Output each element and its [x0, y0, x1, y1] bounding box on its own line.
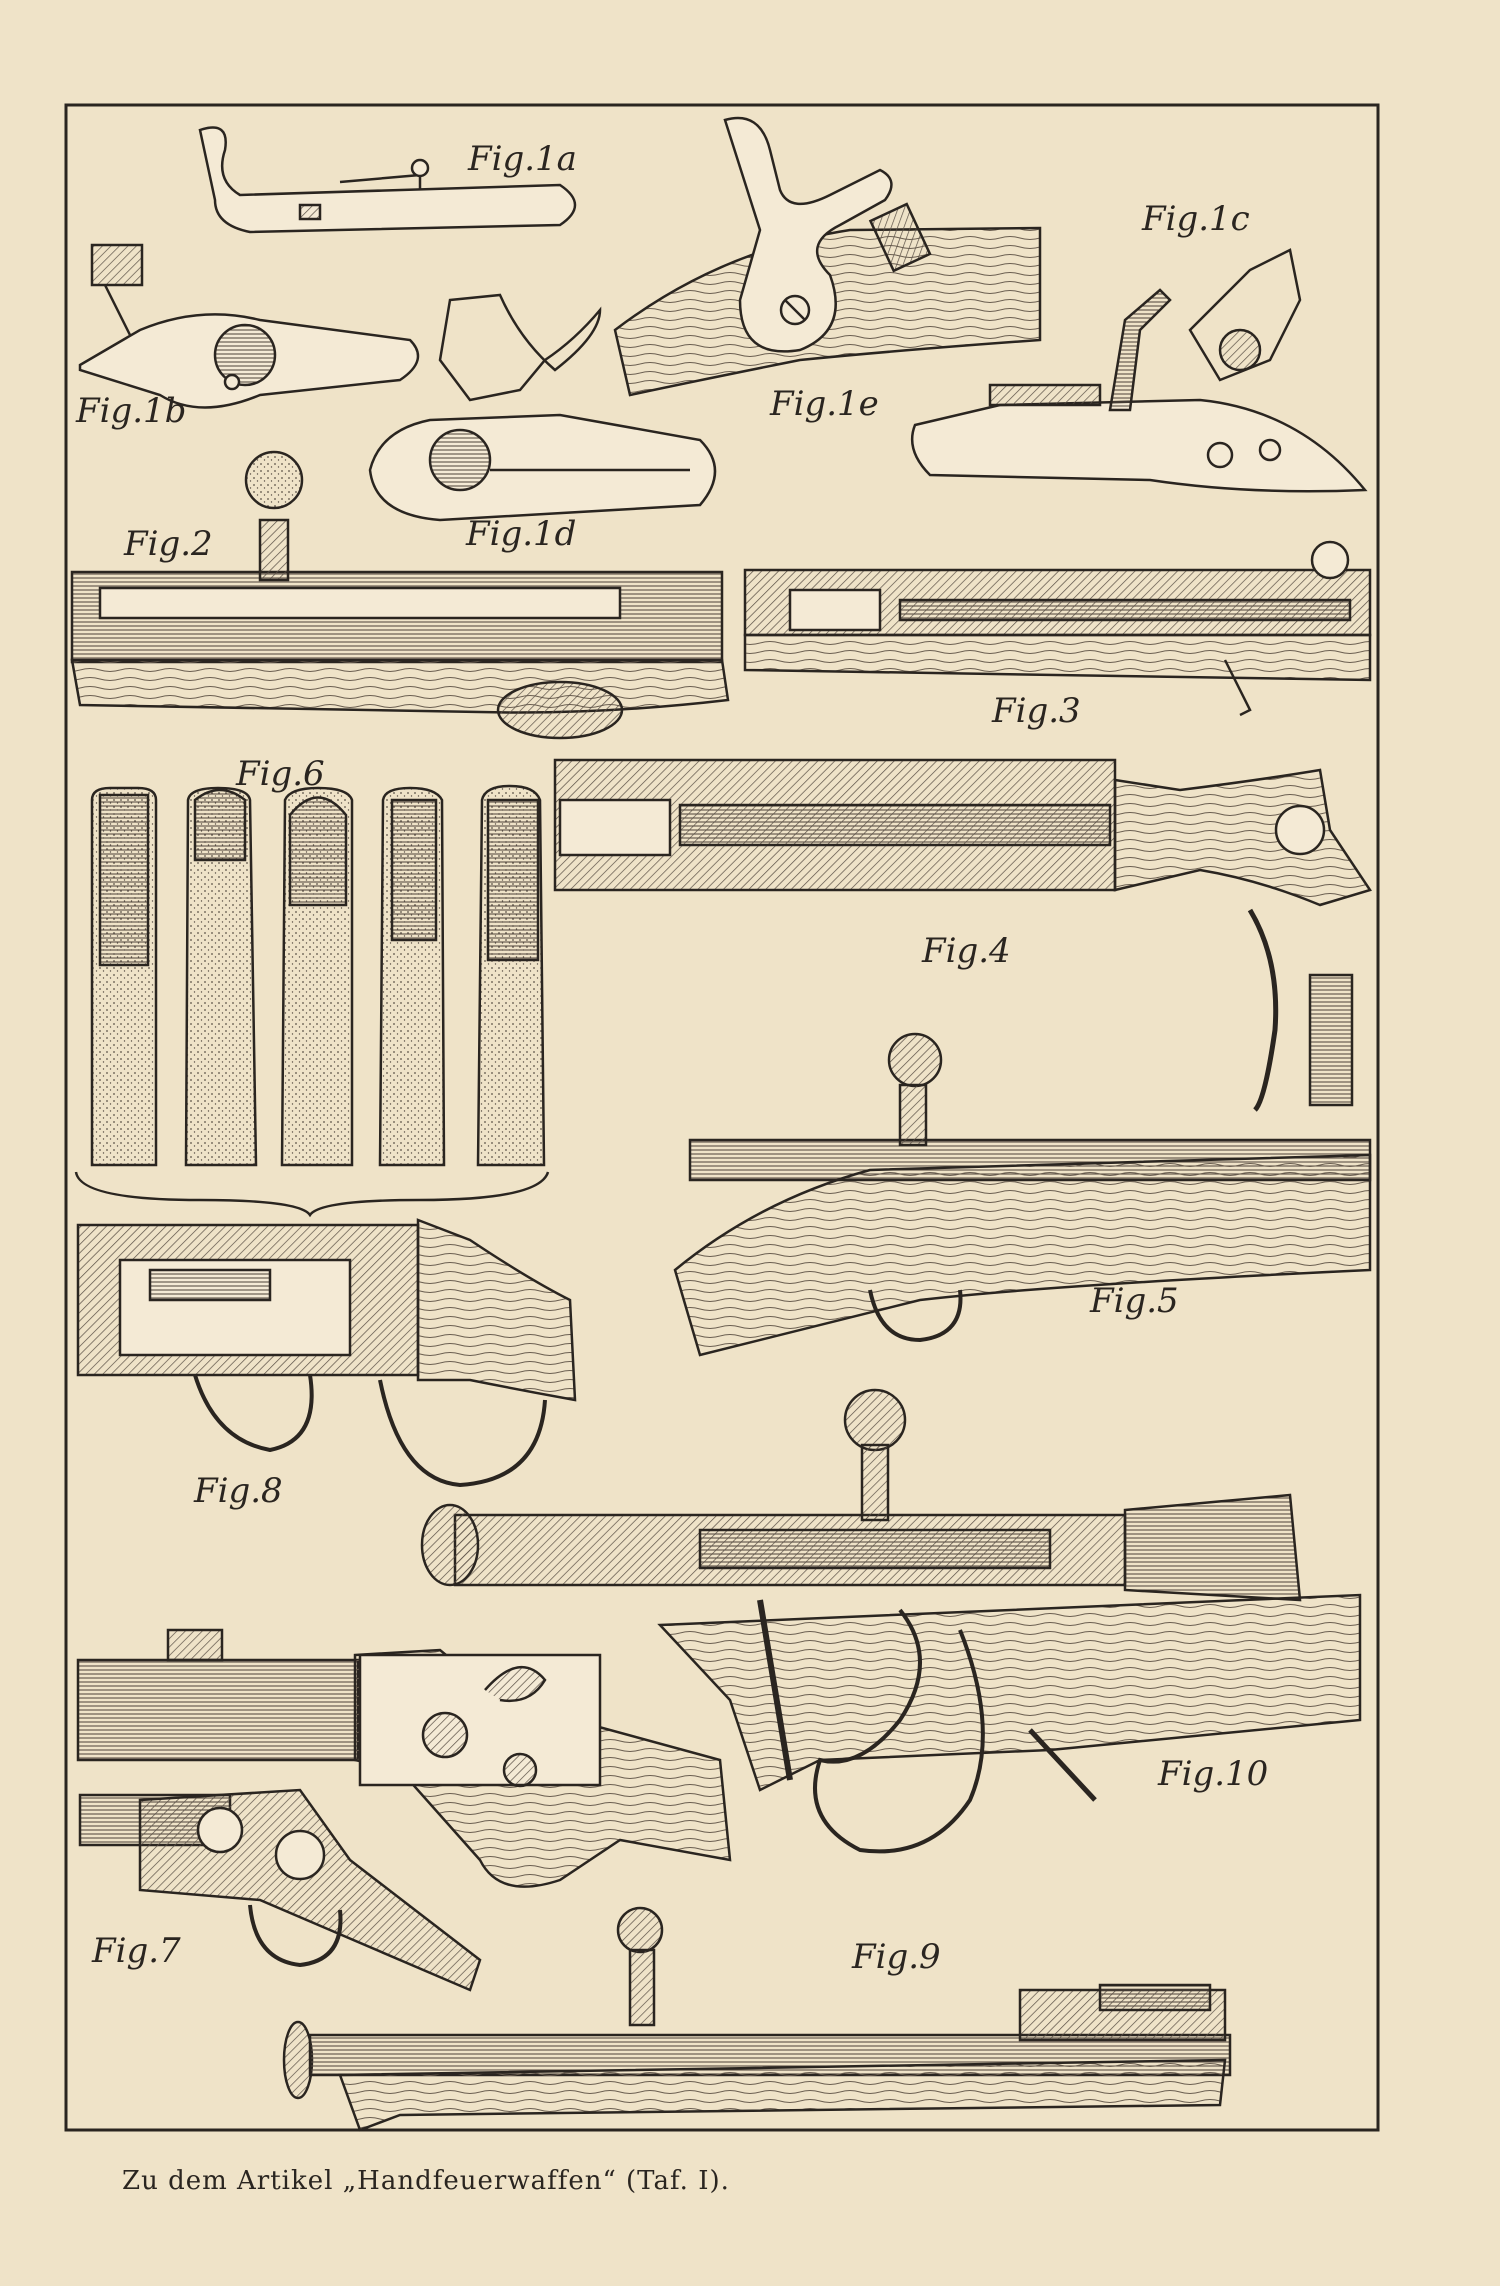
fig-1b-drawing	[80, 245, 418, 408]
fig-label-1d: Fig.1d	[466, 514, 577, 554]
cartridge-5	[478, 786, 544, 1165]
fig-label-3: Fig.3	[992, 691, 1081, 731]
fig-5-drawing	[675, 975, 1370, 1355]
fig-label-10: Fig.10	[1158, 1754, 1269, 1794]
fig-label-5: Fig.5	[1090, 1281, 1179, 1321]
fig-label-1c: Fig.1c	[1142, 199, 1250, 239]
fig-6-brace	[76, 1172, 548, 1215]
fig-label-6: Fig.6	[236, 754, 325, 794]
fig-6-drawing	[76, 786, 548, 1215]
fig-3-drawing	[745, 542, 1370, 715]
fig-label-1a: Fig.1a	[468, 139, 577, 179]
cartridge-2	[186, 788, 256, 1165]
fig-label-1b: Fig.1b	[76, 391, 187, 431]
plate-caption: Zu dem Artikel „Handfeuerwaffen“ (Taf. I).	[122, 2166, 730, 2196]
fig-label-2: Fig.2	[124, 524, 213, 564]
fig-label-9: Fig.9	[852, 1937, 941, 1977]
fig-label-8: Fig.8	[194, 1471, 283, 1511]
fig-1e-drawing	[615, 118, 1040, 395]
cartridge-1	[92, 788, 156, 1165]
fig-8-drawing	[78, 1220, 575, 1485]
fig-label-4: Fig.4	[922, 931, 1011, 971]
cartridge-3	[282, 788, 352, 1165]
fig-label-1e: Fig.1e	[770, 384, 879, 424]
fig-label-7: Fig.7	[92, 1931, 181, 1971]
cartridge-4	[380, 788, 444, 1165]
